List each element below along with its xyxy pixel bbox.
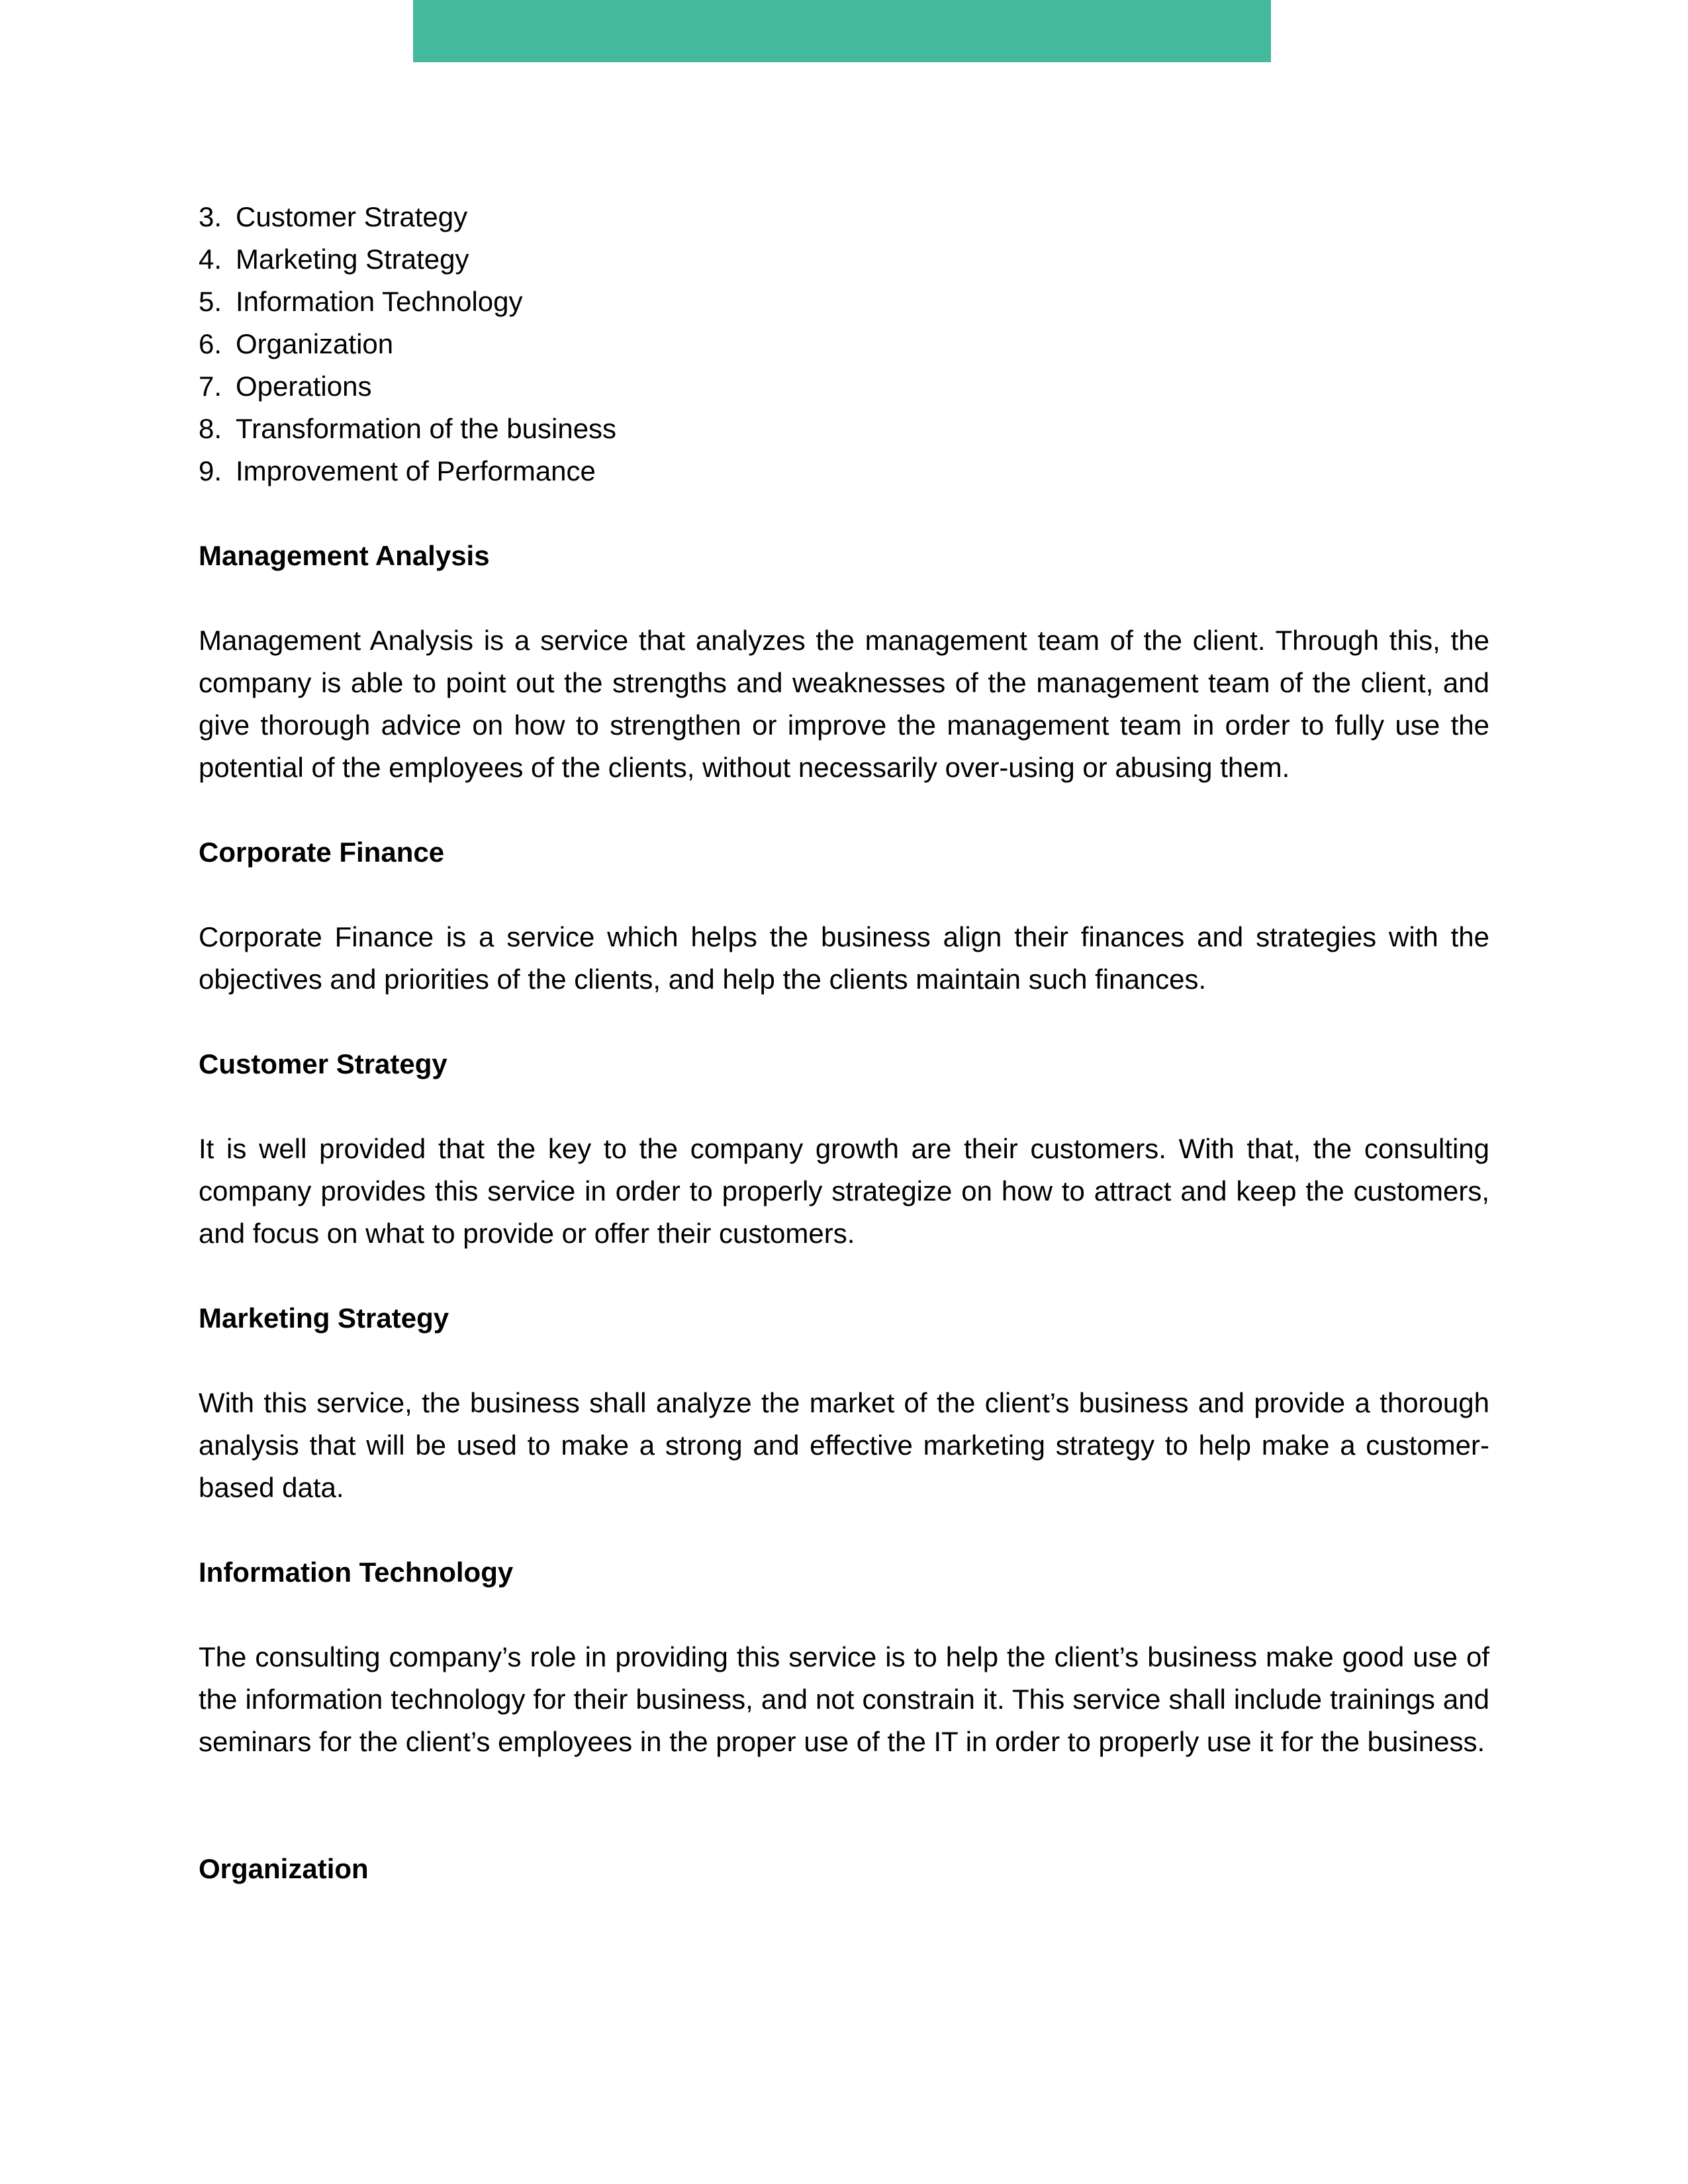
list-item [199, 365, 1489, 408]
list-item [199, 408, 1489, 450]
section-heading-information-technology: Information Technology [199, 1557, 514, 1588]
list-item-number: 9. [199, 455, 222, 486]
list-item-number: 3. [199, 201, 222, 232]
section-body-marketing-strategy: With this service, the business shall analyze the market of the client’s business and provide a thorough analysis that will be used to make a strong and effective marketing strategy to help make a customer-based data. [199, 1387, 1489, 1503]
list-item-number: 4. [199, 244, 222, 275]
header-accent-bar [413, 0, 1271, 62]
list-item-label: Information Technology [236, 286, 523, 317]
list-item-label: Customer Strategy [236, 201, 468, 232]
list-item-number: 7. [199, 371, 222, 402]
list-item [199, 238, 1489, 281]
list-item [199, 196, 1489, 238]
section-body-corporate-finance: Corporate Finance is a service which helps the business align their finances and strategies with the objectives and priorities of the clients, and help the clients maintain such finances. [199, 921, 1489, 995]
section-body-information-technology: The consulting company’s role in providing this service is to help the client’s business make good use of the information technology for their business, and not constrain it. This service shall include trainings and seminars for the client’s employees in the proper use of the IT in order to properly use it for the business. [199, 1641, 1489, 1757]
section-heading-customer-strategy: Customer Strategy [199, 1048, 447, 1079]
section-heading-corporate-finance: Corporate Finance [199, 837, 445, 868]
list-item-number: 6. [199, 328, 222, 359]
document-body [199, 196, 1489, 1890]
list-item-label: Organization [236, 328, 394, 359]
list-item [199, 450, 1489, 492]
services-list [199, 196, 1489, 492]
section-body-management-analysis: Management Analysis is a service that analyzes the management team of the client. Through this, the company is able to point out the strengths and weaknesses of the management team of the client, and give thorough advice on how to strengthen or improve the management team in order to fully use the potential of the employees of the clients, without necessarily over-using or abusing them. [199, 625, 1489, 783]
list-item [199, 281, 1489, 323]
list-item-label: Improvement of Performance [236, 455, 596, 486]
list-item [199, 323, 1489, 365]
section-heading-management-analysis: Management Analysis [199, 540, 490, 571]
section-body-customer-strategy: It is well provided that the key to the company growth are their customers. With that, the consulting company provides this service in order to properly strategize on how to attract and keep the customers, and focus on what to provide or offer their customers. [199, 1133, 1489, 1249]
list-item-number: 8. [199, 413, 222, 444]
list-item-number: 5. [199, 286, 222, 317]
section-heading-organization: Organization [199, 1853, 369, 1884]
list-item-label: Transformation of the business [236, 413, 617, 444]
list-item-label: Operations [236, 371, 372, 402]
section-heading-marketing-strategy: Marketing Strategy [199, 1302, 449, 1334]
list-item-label: Marketing Strategy [236, 244, 469, 275]
